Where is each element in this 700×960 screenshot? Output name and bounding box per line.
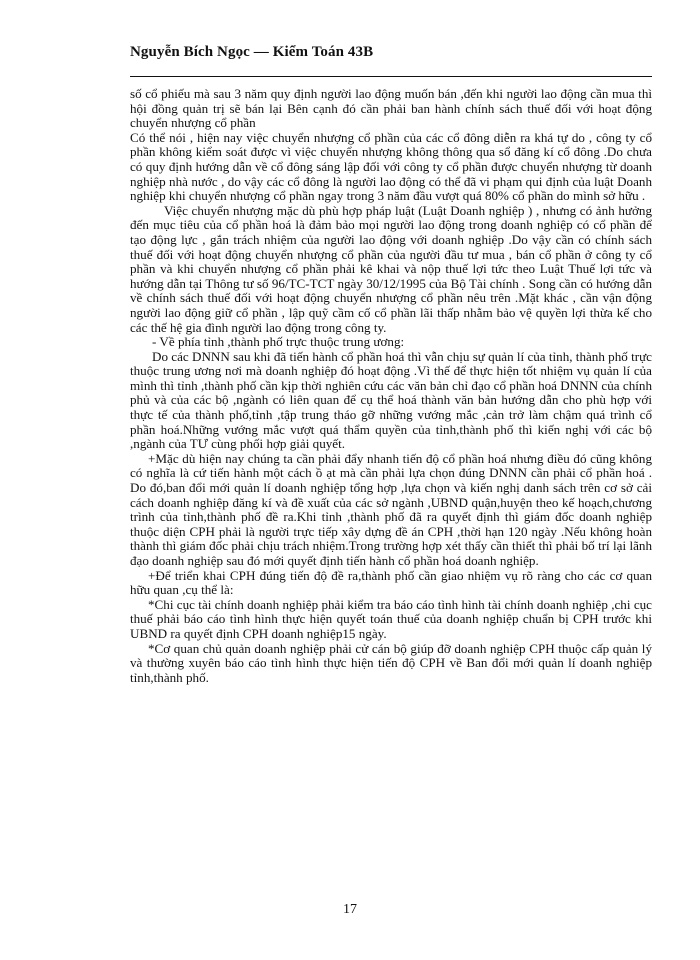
paragraph-2: Có thể nói , hiện nay việc chuyển nhượng cổ phần của các cổ đông diễn ra khá tự do , công ty cổ phần không kiểm soát được vì việc chuyển nhượng không thông qua sổ đăng kí cổ đông .Do chưa có quy định hướng dẫn về cổ đông sáng lập đối với công ty cổ phần được chuyển nhượng từ doanh nghiệp nhà nước , do vậy các cổ đông là người lao động có thể đã vi phạm qui định của luật Doanh nghiệp khi chuyển nhượng cổ phần ngay trong 3 năm đầu vượt quá 80% cổ phần do mình sở hữu .	[130, 129, 652, 204]
paragraph-5: Do các DNNN sau khi đã tiến hành cổ phần hoá thì vẫn chịu sự quản lí của tỉnh, thành phố trực thuộc trung ương nơi mà doanh nghiệp đó hoạt động .Vì thế để thực hiện tốt nhiệm vụ quản lí của mình thì tỉnh ,thành phố cần kịp thời nghiên cứu các văn bản chỉ đạo cổ phần hoá DNNN của chính phủ và của các bộ ,ngành có liên quan để cụ thể hoá thành văn bản hướng dẫn cho phù hợp với thực tế của thành phố,tỉnh ,tập trung tháo gỡ những vướng mắc ,cản trở làm chậm quá trình cổ phần hoá.Những vướng mắc vượt quá thẩm quyền của tỉnh,thành phố thì kiến nghị với các bộ ,ngành của TƯ cùng phối hợp giải quyết.	[130, 348, 652, 452]
page-number: 17	[343, 902, 357, 917]
paragraph-6: +Mặc dù hiện nay chúng ta cần phải đẩy nhanh tiến độ cổ phần hoá nhưng điều đó cũng không có nghĩa là cứ tiến hành một cách ồ ạt mà cần phải lựa chọn đúng DNNN cần phải cổ phần hoá . Do đó,ban đổi mới quản lí doanh nghiệp tổng hợp ,lựa chọn và kiến nghị danh sách trên cơ sở cải cách doanh nghiệp đăng kí và đề xuất của các sở ngành ,UBND quận,huyện theo kế hoạch,chương trình của tỉnh,thành phố đề ra.Khi tỉnh ,thành phố đã ra quyết định thì giám đốc doanh nghiệp thuộc diện CPH phải là người trực tiếp xây dựng đề án CPH ,thời hạn 120 ngày .Nếu không hoàn thành thì giám đốc phải chịu trách nhiệm.Trong trường hợp xét thấy cần thiết thì phải bố trí lại lãnh đạo doanh nghiệp sau đó mới quyết định tiến hành cổ phần hoá doanh nghiệp.	[130, 450, 652, 568]
paragraph-9: *Cơ quan chủ quản doanh nghiệp phải cử cán bộ giúp đỡ doanh nghiệp CPH thuộc cấp quản lý và thường xuyên báo cáo tình hình thực hiện tiến độ CPH về Ban đổi mới quản lí doanh nghiệp tỉnh,thành phố.	[130, 640, 652, 685]
header-rule	[130, 76, 652, 77]
paragraph-7: +Để triển khai CPH đúng tiến độ đề ra,thành phố cần giao nhiệm vụ rõ ràng cho các cơ quan hữu quan ,cụ thể là:	[130, 567, 652, 598]
paragraph-3: Việc chuyển nhượng mặc dù phù hợp pháp luật (Luật Doanh nghiệp ) , nhưng có ảnh hưởng đến mục tiêu của cổ phần hoá là đảm bảo mọi người lao động trong doanh nghiệp có cổ phần để tạo động lực , gắn trách nhiệm của người lao động với doanh nghiệp .Do vậy cần có chính sách thuế đối với hoạt động chuyển nhượng cổ phần của người đầu tư mua , bán cổ phần ở công ty cổ phần và khi chuyển nhượng cổ phần phải kê khai và nộp thuế lợi tức theo Luật Thuế lợi tức và hướng dẫn tại Thông tư số 96/TC-TCT ngày 30/12/1995 của Bộ Tài chính . Song cần có hướng dẫn về chính sách thuế đối với hoạt động chuyển nhượng cổ phần nêu trên .Mặt khác , cần vận động người lao động giữ cổ phần , lập quỹ cầm cố cổ phần lãi thấp nhằm bảo vệ quyền lợi thừa kế cho các thế hệ gia đình người lao động trong công ty.	[130, 202, 652, 335]
page-header: Nguyễn Bích Ngọc — Kiểm Toán 43B	[130, 44, 374, 60]
section-heading-province: - Về phía tỉnh ,thành phố trực thuộc trung ương:	[152, 334, 405, 350]
paragraph-1: số cổ phiếu mà sau 3 năm quy định người lao động muốn bán ,đến khi người lao động cần mua thì hội đồng quản trị sẽ bán lại Bên cạnh đó cần phải ban hành chính sách thuế đối với hoạt động chuyển nhượng cổ phần	[130, 86, 652, 131]
document-body	[130, 87, 652, 685]
paragraph-8: *Chi cục tài chính doanh nghiệp phải kiểm tra báo cáo tình hình tài chính doanh nghiệp ,chi cục thuế phải báo cáo tình hình thực hiện quyết toán thuế của doanh nghiệp chuẩn bị CPH trước khi UBND ra quyết định CPH doanh nghiệp15 ngày.	[130, 596, 652, 641]
